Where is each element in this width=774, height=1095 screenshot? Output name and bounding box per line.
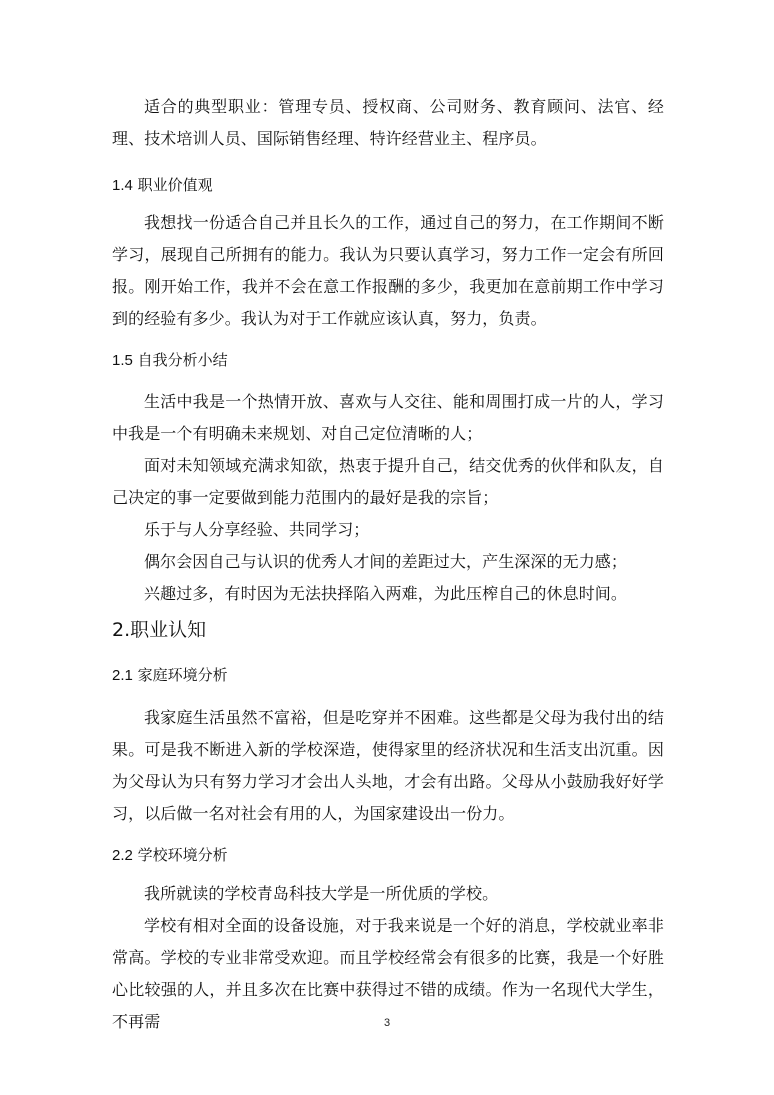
heading-1-5-text: 自我分析小结 <box>137 351 228 369</box>
summary-paragraph-3: 乐于与人分享经验、共同学习； <box>144 520 370 539</box>
career-values-paragraph: 我想找一份适合自己并且长久的工作，通过自己的努力，在工作期间不断学习，展现自己所拥有的能力。我认为只要认真学习，努力工作一定会有所回报。刚开始工作，我并不会在意工作报酬的多少，我更加在意前期工作中学习到的经验有多少。我认为对于工作就应该认真，努力，负责。 <box>112 213 664 328</box>
heading-2-2 <box>112 844 228 867</box>
heading-1-5-number: 1.5 <box>112 352 133 369</box>
heading-2 <box>112 617 206 643</box>
heading-2-1-text: 家庭环境分析 <box>137 666 228 684</box>
page-number: 3 <box>383 1017 391 1029</box>
heading-2-1-number: 2.1 <box>112 667 133 684</box>
heading-2-2-number: 2.2 <box>112 847 133 864</box>
family-environment-paragraph: 我家庭生活虽然不富裕，但是吃穿并不困难。这些都是父母为我付出的结果。可是我不断进入新的学校深造，使得家里的经济状况和生活支出沉重。因为父母认为只有努力学习才会出人头地，才会有出路。父母从小鼓励我好好学习，以后做一名对社会有用的人，为国家建设出一份力。 <box>112 708 664 823</box>
heading-1-5 <box>112 349 228 372</box>
heading-2-1 <box>112 664 228 687</box>
heading-1-4-number: 1.4 <box>112 177 133 194</box>
summary-paragraph-2: 面对未知领域充满求知欲，热衷于提升自己，结交优秀的伙伴和队友，自己决定的事一定要做到能力范围内的最好是我的宗旨； <box>112 456 664 507</box>
heading-1-4-text: 职业价值观 <box>137 176 213 194</box>
summary-paragraph-1: 生活中我是一个热情开放、喜欢与人交往、能和周围打成一片的人，学习中我是一个有明确未来规划、对自己定位清晰的人； <box>112 392 664 443</box>
heading-1-4 <box>112 174 213 197</box>
school-paragraph-1: 我所就读的学校青岛科技大学是一所优质的学校。 <box>144 884 499 903</box>
summary-paragraph-5: 兴趣过多，有时因为无法抉择陷入两难，为此压榨自己的休息时间。 <box>144 584 628 603</box>
summary-paragraph-4: 偶尔会因自己与认识的优秀人才间的差距过大，产生深深的无力感； <box>144 552 628 571</box>
heading-2-number: 2. <box>112 619 131 641</box>
heading-2-2-text: 学校环境分析 <box>137 846 228 864</box>
school-paragraph-2: 学校有相对全面的设备设施，对于我来说是一个好的消息，学校就业率非常高。学校的专业非常受欢迎。而且学校经常会有很多的比赛，我是一个好胜心比较强的人，并且多次在比赛中获得过不错的成绩。作为一名现代大学生，不再需 <box>112 916 664 1031</box>
heading-2-text: 职业认知 <box>130 619 207 641</box>
typical-jobs-paragraph: 适合的典型职业：管理专员、授权商、公司财务、教育顾问、法官、经理、技术培训人员、国际销售经理、特许经营业主、程序员。 <box>112 97 664 148</box>
